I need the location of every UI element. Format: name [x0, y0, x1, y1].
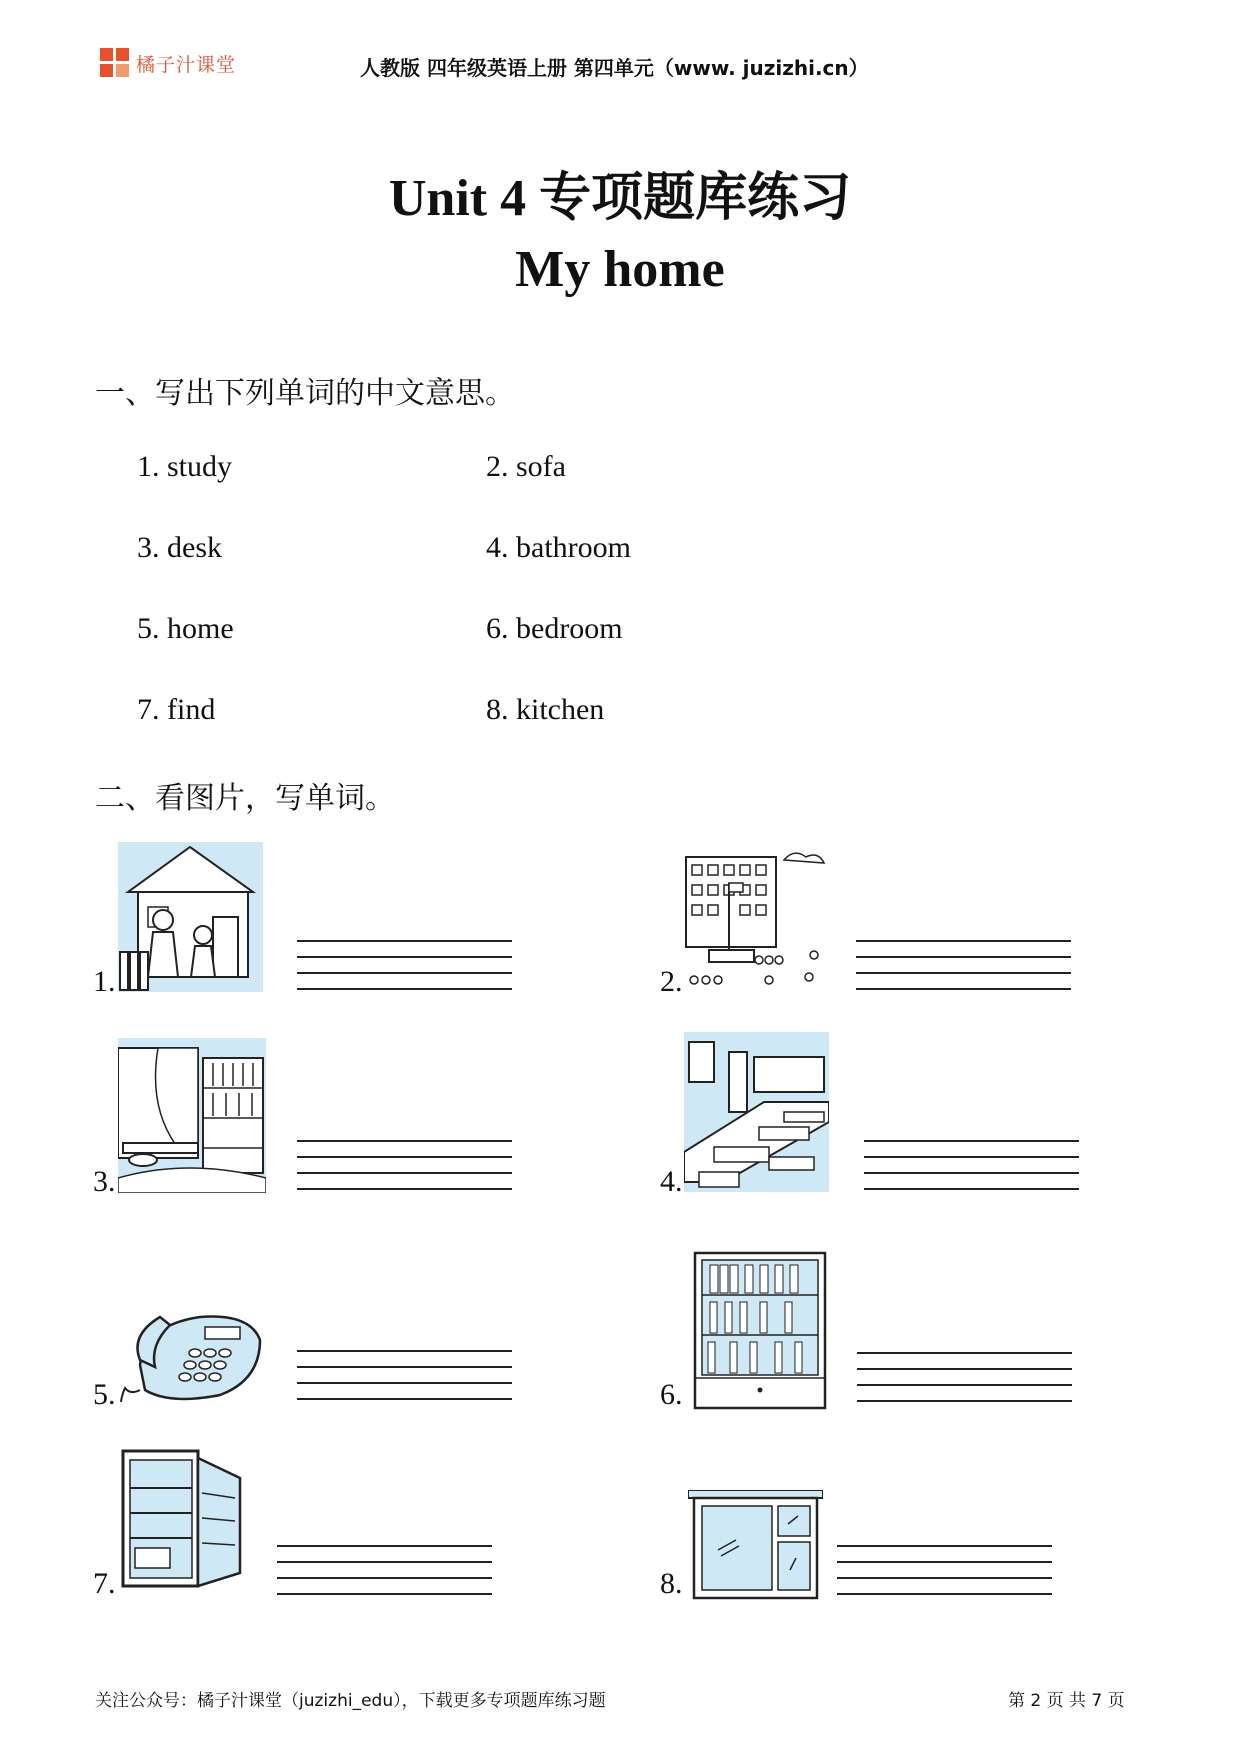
telephone-icon [120, 1305, 265, 1405]
answer-lines[interactable] [297, 940, 512, 1004]
item-number: 6. [660, 1378, 683, 1411]
item-number: 7. [93, 1567, 116, 1600]
word-item: 2. sofa [486, 450, 566, 483]
answer-lines[interactable] [864, 1140, 1079, 1204]
section1-heading: 一、写出下列单词的中文意思。 [95, 376, 515, 411]
answer-lines[interactable] [857, 1352, 1072, 1416]
header-logo [100, 48, 236, 78]
window-icon [688, 1490, 823, 1600]
answer-lines[interactable] [837, 1545, 1052, 1609]
item-number: 5. [93, 1378, 116, 1411]
item-number: 3. [93, 1165, 116, 1198]
page-title: Unit 4 专项题库练习 [388, 170, 852, 227]
word-item: 5. home [137, 612, 234, 645]
answer-lines[interactable] [856, 940, 1071, 1004]
classroom-icon [684, 1032, 829, 1192]
bookshelf-icon [690, 1250, 835, 1410]
brand-name: 橘子汁课堂 [136, 53, 237, 76]
footer-note: 关注公众号：橘子汁课堂（juzizhi_edu），下载更多专项题库练习题 [95, 1691, 606, 1711]
section2-heading: 二、看图片，写单词。 [95, 781, 395, 816]
house-with-family-icon [118, 842, 263, 992]
answer-lines[interactable] [297, 1140, 512, 1204]
word-item: 7. find [137, 693, 216, 726]
page-number: 第 2 页 共 7 页 [1008, 1691, 1125, 1711]
school-building-icon [684, 845, 834, 995]
item-number: 8. [660, 1567, 683, 1600]
fridge-icon [120, 1448, 245, 1593]
answer-lines[interactable] [277, 1545, 492, 1609]
item-number: 1. [93, 965, 116, 998]
item-number: 2. [660, 965, 683, 998]
header-title: 人教版 四年级英语上册 第四单元（www. juzizhi.cn） [360, 56, 869, 80]
word-item: 3. desk [137, 531, 222, 564]
study-room-icon [118, 1038, 266, 1193]
answer-lines[interactable] [297, 1350, 512, 1414]
word-item: 4. bathroom [486, 531, 631, 564]
word-item: 8. kitchen [486, 693, 605, 726]
word-item: 6. bedroom [486, 612, 623, 645]
word-item: 1. study [137, 450, 233, 483]
brand-logo-icon [100, 48, 130, 78]
page-subtitle: My home [515, 241, 725, 298]
item-number: 4. [660, 1165, 683, 1198]
